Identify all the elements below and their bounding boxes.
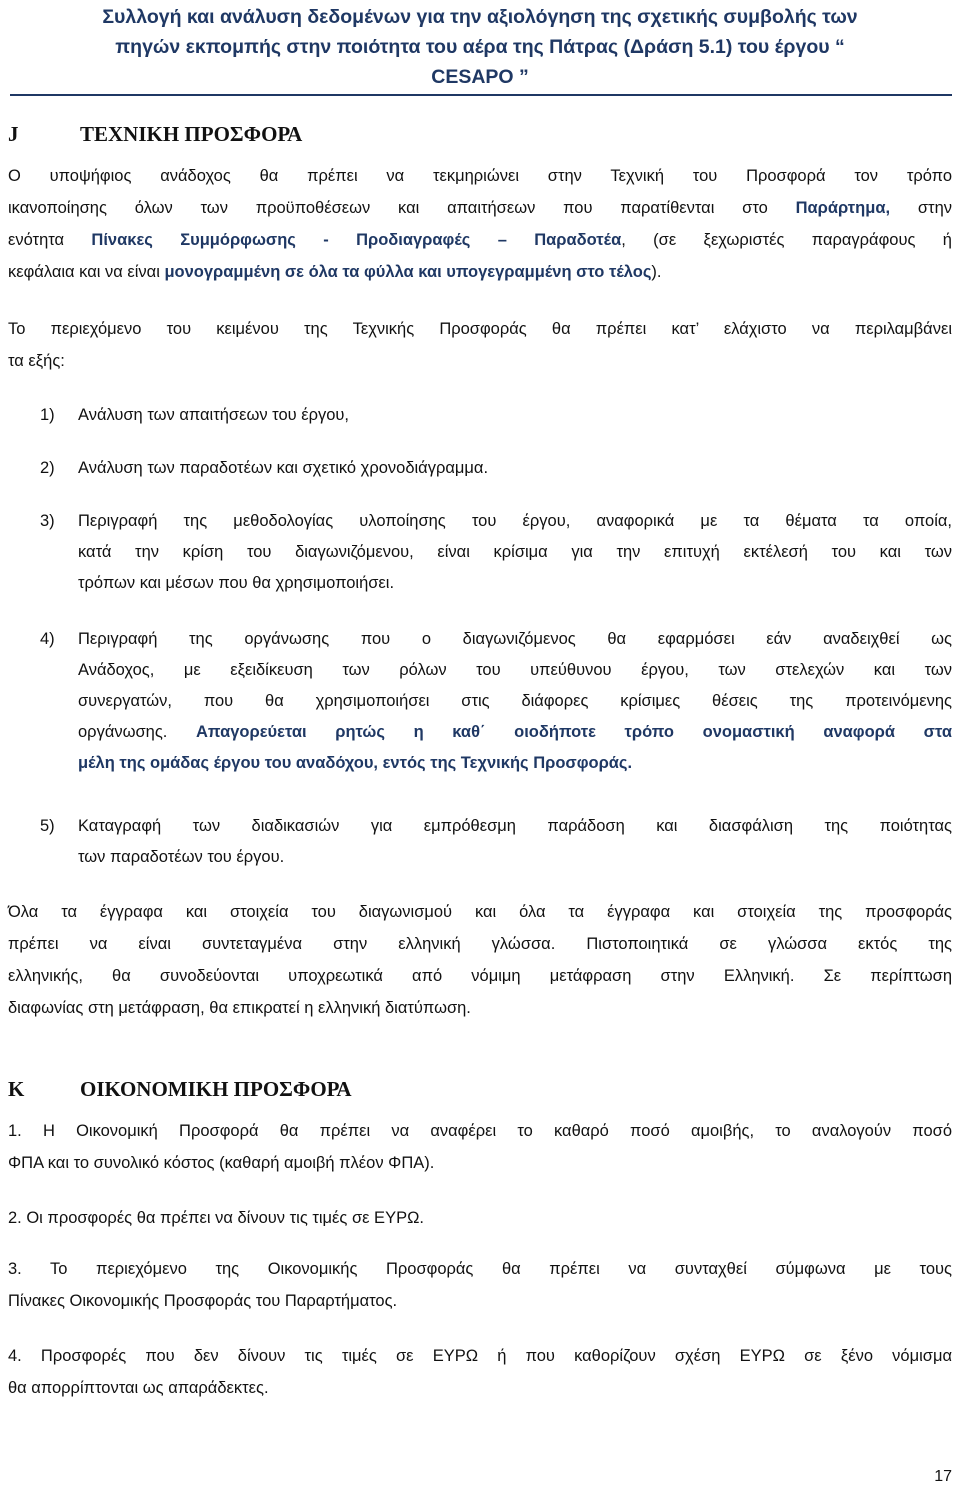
list-item (40, 811, 952, 873)
financial-item-1-line-1: 1. Η Οικονομική Προσφορά θα πρέπει να αναφέρει το καθαρό ποσό αμοιβής, το αναλογούν ποσό (8, 1122, 952, 1140)
financial-item-3-line-2: Πίνακες Οικονομικής Προσφοράς του Παραρτήματος. (8, 1292, 398, 1310)
section-j-title: ΤΕΧΝΙΚΗ ΠΡΟΣΦΟΡΑ (80, 122, 303, 146)
financial-item-3 (8, 1253, 952, 1317)
header-divider (10, 94, 952, 96)
list-item-number: 4) (40, 630, 55, 648)
financial-item-2 (8, 1202, 952, 1234)
list-item-text: Ανάλυση των απαιτήσεων του έργου, (78, 406, 350, 424)
financial-item-3-line-1: 3. Το περιεχόμενο της Οικονομικής Προσφοράς θα πρέπει να συνταχθεί σύμφωνα με τους (8, 1260, 952, 1278)
list-item (40, 453, 952, 484)
prohibition-notice-cont: μέλη της ομάδας έργου του αναδόχου, εντός της Τεχνικής Προσφοράς. (78, 754, 633, 772)
intro-line-1: Ο υποψήφιος ανάδοχος θα πρέπει να τεκμηριώνει στην Τεχνική του Προσφορά τον τρόπο (8, 167, 952, 185)
appendix-ref: Παράρτημα, (795, 199, 891, 217)
list-item-text: Καταγραφή των διαδικασιών για εμπρόθεσμη παράδοση και διασφάλιση της ποιότητας (78, 817, 952, 835)
section-j-heading (8, 122, 302, 147)
financial-item-1-line-2: ΦΠΑ και το συνολικό κόστος (καθαρή αμοιβή πλέον ΦΠΑ). (8, 1154, 435, 1172)
intro-line-2-end: στην (890, 199, 952, 217)
list-item-text-part: οργάνωσης. (78, 723, 197, 741)
section-j-letter: J (8, 122, 19, 146)
document-header (0, 0, 960, 92)
header-line-3: CESAPO ” (431, 66, 529, 88)
language-line-2: πρέπει να είναι συντεταγμένα στην ελληνική γλώσσα. Πιστοποιητικά σε γλώσσα εκτός της (8, 935, 952, 953)
intro-line-3 (8, 224, 952, 256)
section-k-letter: K (8, 1077, 25, 1101)
section-k-heading (8, 1077, 352, 1102)
header-line-1: Συλλογή και ανάλυση δεδομένων για την αξιολόγηση της σχετικής συμβολής των (102, 6, 858, 28)
list-item-number: 2) (40, 459, 55, 477)
financial-item-4-line-2: θα απορρίπτονται ως απαράδεκτες. (8, 1379, 269, 1397)
list-item-text: Περιγραφή της οργάνωσης που ο διαγωνιζόμενος θα εφαρμόσει εάν αναδειχθεί ως (78, 630, 952, 648)
list-item (40, 506, 952, 599)
content-intro (8, 313, 952, 377)
list-item-text: συνεργατών, που θα χρησιμοποιήσει στις διάφορες κρίσιμες θέσεις της προτεινόμενης (78, 692, 952, 710)
list-item-text: κατά την κρίση του διαγωνιζόμενου, είναι κρίσιμα για την επιτυχή εκτέλεσή του και των (78, 543, 952, 561)
content-intro-line-2: τα εξής: (8, 352, 65, 370)
compliance-tables-ref: Πίνακες Συμμόρφωσης - Προδιαγραφές – Παραδοτέα (91, 231, 622, 249)
intro-line-2 (8, 192, 952, 224)
language-line-4: διαφωνίας στη μετάφραση, θα επικρατεί η ελληνική διατύπωση. (8, 999, 471, 1017)
list-item-text: Περιγραφή της μεθοδολογίας υλοποίησης του έργου, αναφορικά με τα θέματα τα οποία, (78, 512, 952, 530)
list-item-text: των παραδοτέων του έργου. (78, 848, 285, 866)
financial-item-4 (8, 1340, 952, 1404)
technical-offer-intro (8, 160, 952, 288)
list-item-number: 5) (40, 817, 55, 835)
list-item (40, 624, 952, 779)
financial-item-1 (8, 1115, 952, 1179)
intro-line-4-text: κεφάλαια και να είναι (8, 263, 165, 281)
list-item-text: Ανάλυση των παραδοτέων και σχετικό χρονοδιάγραμμα. (78, 459, 489, 477)
list-item-number: 3) (40, 512, 55, 530)
list-item-number: 1) (40, 406, 55, 424)
financial-item-2-line-1: 2. Οι προσφορές θα πρέπει να δίνουν τις τιμές σε ΕΥΡΩ. (8, 1209, 424, 1227)
intro-line-4 (8, 256, 952, 288)
intro-line-3-text: ενότητα (8, 231, 92, 249)
language-line-1: Όλα τα έγγραφα και στοιχεία του διαγωνισμού και όλα τα έγγραφα και στοιχεία της προσφοράς (8, 903, 952, 921)
list-item (40, 400, 952, 431)
intro-line-3-end: , (σε ξεχωριστές παραγράφους ή (621, 231, 952, 249)
signature-requirement: μονογραμμένη σε όλα τα φύλλα και υπογεγραμμένη στο τέλος (164, 263, 652, 281)
language-paragraph (8, 896, 952, 1024)
language-line-3: ελληνικής, θα συνοδεύονται υποχρεωτικά από νόμιμη μετάφραση στην Ελληνική. Σε περίπτωση (8, 967, 952, 985)
content-intro-line-1: Το περιεχόμενο του κειμένου της Τεχνικής Προσφοράς θα πρέπει κατ’ ελάχιστο να περιλαμβάνει (8, 320, 952, 338)
header-line-2: πηγών εκπομπής στην ποιότητα του αέρα της Πάτρας (Δράση 5.1) του έργου “ (115, 36, 845, 58)
intro-line-4-end: ). (651, 263, 662, 281)
intro-line-2-text: ικανοποίησης όλων των προϋποθέσεων και απαιτήσεων που παρατίθενται στο (8, 199, 796, 217)
section-k-title: ΟΙΚΟΝΟΜΙΚΗ ΠΡΟΣΦΟΡΑ (80, 1077, 352, 1101)
list-item-text: Ανάδοχος, με εξειδίκευση των ρόλων του υπεύθυνου έργου, των στελεχών και των (78, 661, 952, 679)
page-number: 17 (934, 1468, 952, 1485)
list-item-text (78, 717, 952, 748)
prohibition-notice: Απαγορεύεται ρητώς η καθ΄ οιοδήποτε τρόπο ονομαστική αναφορά στα (196, 723, 952, 741)
list-item-text: τρόπων και μέσων που θα χρησιμοποιήσει. (78, 574, 395, 592)
financial-item-4-line-1: 4. Προσφορές που δεν δίνουν τις τιμές σε ΕΥΡΩ ή που καθορίζουν σχέση ΕΥΡΩ σε ξένο νόμισμα (8, 1347, 952, 1365)
